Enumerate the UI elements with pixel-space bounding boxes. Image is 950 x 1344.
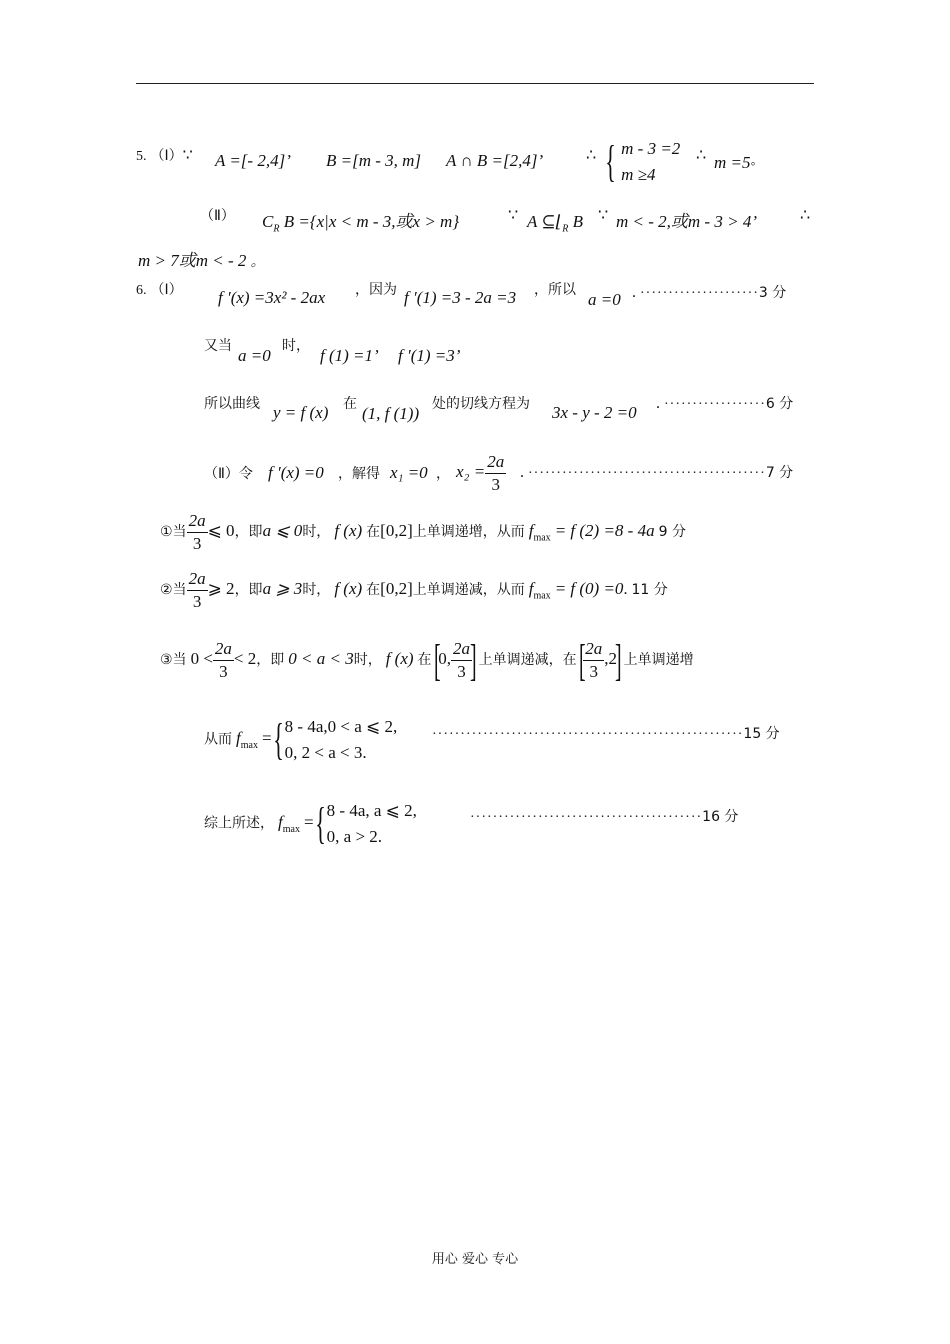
p6-text-curve: 所以曲线	[204, 396, 260, 412]
p6-text-because: ，因为	[355, 282, 397, 298]
p6-comma: ，	[436, 466, 450, 482]
p6-text-tangent: 处的切线方程为	[432, 396, 530, 412]
p6-piecewise-1: 从而 $f_{max}$ ={ 8 - 4a,0 < a ⩽ 2, 0, 2 < a < 3.	[204, 715, 398, 764]
p6-case1-line: ①当 $\frac{2a}{3}$ ⩽ 0，即a ⩽ 0时， f (x) 在[0,2]上单调递增，从而 $f_{max} = f$ (2) =8 - 4a 9 分	[160, 511, 686, 553]
p6-point: (1, f (1))	[362, 404, 420, 423]
p6-case2-line: ②当 $\frac{2a}{3}$ ⩾ 2，即a ⩾ 3时， f (x) 在[0,2]上单调递减，从而 $f_{max} = f$ (0) =0. 11 分	[160, 569, 668, 611]
p6-text-so: ，所以	[534, 282, 576, 298]
fraction-2a-over-3: $\frac{2a}{3}$	[452, 639, 470, 681]
p5-setA: A =[- 2,4]’	[215, 151, 291, 170]
p5-condition: m < - 2,或m - 3 > 4’	[616, 212, 757, 231]
p6-score-7-line: ·········································16 分	[470, 809, 739, 825]
p6-zero-eq: f ′(x) =0	[268, 463, 324, 482]
therefore-symbol-3: ∴	[800, 207, 811, 224]
p6-head	[136, 280, 183, 301]
p5-complement: $C_R$ B ={x|x < m - 3,或x > m}	[262, 212, 460, 235]
p5-system	[604, 136, 680, 188]
p6-x2: x₂ =	[456, 462, 486, 482]
p5-intersection: A ∩ B =[2,4]’	[446, 151, 544, 170]
p6-part1-tag: （Ⅰ）	[150, 282, 183, 298]
p6-piecewise-2: 综上所述， $f_{max}$ ={ 8 - 4a, a ⩽ 2, 0, a > 2.	[204, 799, 417, 848]
therefore-symbol: ∴	[586, 147, 597, 164]
p6-score-3-line: . ··········································7 分	[520, 464, 794, 481]
p6-score-6-line: ·······················································15 分	[432, 726, 780, 742]
p6-fprime-of-1: f ′(1) =3’	[398, 346, 461, 365]
p6-text-solve: ，解得	[338, 466, 380, 482]
p6-score-2-line: . ··················6 分	[656, 395, 794, 412]
p5-system-stack	[621, 136, 680, 188]
p5-final: m > 7或m < - 2 。	[138, 251, 265, 270]
p6-x1: x₁ =0	[390, 463, 428, 482]
p6-text-time: 时，	[282, 338, 310, 354]
left-brace: {	[605, 137, 616, 186]
because-symbol-3: ∵	[598, 207, 609, 224]
p6-derivative: f ′(x) =3x² - 2ax	[218, 288, 326, 307]
p6-a-zero: a =0	[588, 290, 621, 309]
page-footer: 用心 爱心 专心	[431, 1252, 519, 1267]
fraction-2a-over-3: $\frac{2a}{3}$	[214, 639, 232, 681]
p6-f-of-1: f (1) =1’	[320, 346, 379, 365]
fraction-2a-over-3: $\frac{2a}{3}$	[188, 511, 206, 553]
fraction-2a-over-3: $\frac{2a}{3}$	[188, 569, 206, 611]
p6-number: 6.	[136, 283, 147, 298]
therefore-symbol-2: ∴	[696, 147, 707, 164]
p6-case3-line: ③当 0 < $\frac{2a}{3}$ < 2，即 0 < a < 3时， f (x) 在 [0, $\frac{2a}{3}$ ] 上单调递减，在 [ $\frac{2a}{3}$ ,2] 上单调递增	[160, 635, 694, 685]
p6-part2-tag: （Ⅱ）令	[204, 466, 253, 482]
p6-score-1-line: . ·····················3 分	[632, 284, 787, 301]
because-symbol-2: ∵	[508, 207, 519, 224]
p6-x2-line	[456, 451, 506, 496]
fraction-2a-over-3: $\frac{2a}{3}$	[487, 452, 505, 494]
header-rule	[136, 83, 814, 84]
p5-number: 5.	[136, 149, 147, 164]
p5-setB: B =[m - 3, m]	[326, 151, 422, 170]
because-symbol: ∵	[182, 147, 193, 164]
p6-curve: y = f (x)	[273, 403, 329, 422]
p5-result: m =5◦	[714, 153, 756, 172]
p6-text-when: 又当	[204, 338, 232, 354]
p6-a-zero-b: a =0	[238, 346, 271, 365]
fraction-2a-over-3: $\frac{2a}{3}$	[585, 639, 603, 681]
p6-derivative-at-1: f ′(1) =3 - 2a =3	[404, 288, 517, 307]
p5-part1-tag: （Ⅰ）	[150, 148, 183, 164]
p5-system-eq1: m - 3 =2	[621, 139, 681, 158]
p6-tangent-eq: 3x - y - 2 =0	[552, 403, 637, 422]
p5-part1-line	[136, 146, 193, 167]
p5-subset: A $⊆⌊_R$ B	[527, 212, 583, 235]
p6-text-at: 在	[343, 396, 357, 412]
p5-system-eq2: m ≥4	[621, 165, 656, 184]
p5-part2-tag: （Ⅱ）	[200, 208, 235, 224]
